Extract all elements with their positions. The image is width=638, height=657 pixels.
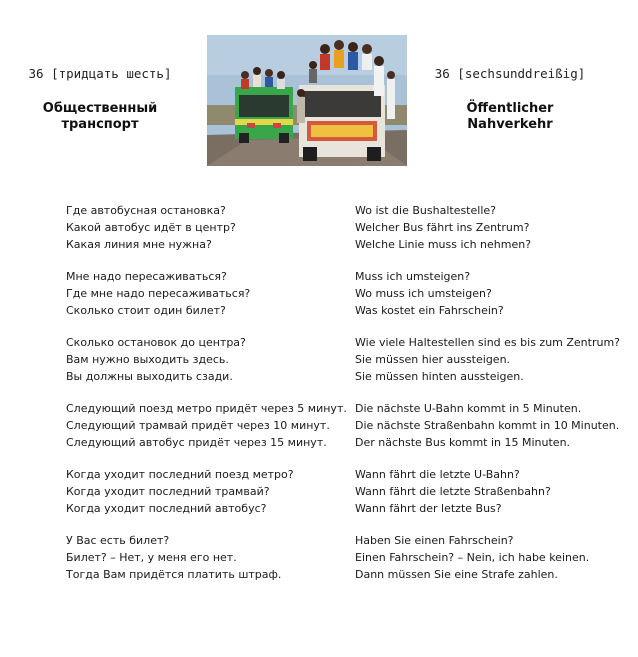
phrase-line: Какой автобус идёт в центр? xyxy=(66,221,236,234)
phrase-line: Wo ist die Bushaltestelle? xyxy=(355,204,496,217)
phrase-group xyxy=(66,334,346,385)
phrase-group xyxy=(66,202,346,253)
phrase-line: Билет? – Нет, у меня его нет. xyxy=(66,551,237,564)
phrase-group xyxy=(355,268,630,319)
phrase-group xyxy=(355,202,630,253)
phrase-line: Wann fährt der letzte Bus? xyxy=(355,502,502,515)
lesson-title-german-line2: Nahverkehr xyxy=(467,117,553,132)
lesson-title-russian xyxy=(10,101,190,133)
phrase-line: Вы должны выходить сзади. xyxy=(66,370,233,383)
phrase-line: Когда уходит последний автобус? xyxy=(66,502,267,515)
phrase-line: Тогда Вам придётся платить штраф. xyxy=(66,568,282,581)
phrase-line: Einen Fahrschein? – Nein, ich habe keinen. xyxy=(355,551,590,564)
phrase-line: Die nächste Straßenbahn kommt in 10 Minuten. xyxy=(355,419,620,432)
phrases-german-column xyxy=(355,202,630,598)
phrase-line: Когда уходит последний трамвай? xyxy=(66,485,270,498)
phrase-group xyxy=(66,268,346,319)
header-german xyxy=(420,64,600,133)
lesson-title-russian-line1: Общественный xyxy=(42,101,158,116)
phrase-line: Der nächste Bus kommt in 15 Minuten. xyxy=(355,436,571,449)
phrase-line: Где мне надо пересаживаться? xyxy=(66,287,251,300)
phrase-group xyxy=(66,400,346,451)
phrase-line: У Вас есть билет? xyxy=(66,534,170,547)
phrase-group xyxy=(355,466,630,517)
lesson-number-german: 36 [sechsunddreißig] xyxy=(434,66,586,81)
phrase-line: Когда уходит последний поезд метро? xyxy=(66,468,294,481)
phrase-line: Мне надо пересаживаться? xyxy=(66,270,227,283)
phrase-line: Wann fährt die letzte U-Bahn? xyxy=(355,468,520,481)
phrase-line: Sie müssen hier aussteigen. xyxy=(355,353,511,366)
phrase-group xyxy=(66,466,346,517)
lesson-title-russian-line2: транспорт xyxy=(61,117,139,132)
phrase-line: Какая линия мне нужна? xyxy=(66,238,212,251)
phrase-line: Следующий поезд метро придёт через 5 минут. xyxy=(66,402,347,415)
phrase-line: Сколько стоит один билет? xyxy=(66,304,226,317)
lesson-title-german-line1: Öffentlicher xyxy=(466,101,554,116)
crowded-bus-photo xyxy=(207,35,407,166)
phrase-line: Вам нужно выходить здесь. xyxy=(66,353,229,366)
phrase-line: Сколько остановок до центра? xyxy=(66,336,246,349)
phrase-group xyxy=(355,400,630,451)
lesson-number-russian: 36 [тридцать шесть] xyxy=(28,66,172,81)
phrase-line: Dann müssen Sie eine Strafe zahlen. xyxy=(355,568,558,581)
phrase-line: Wie viele Haltestellen sind es bis zum Zentrum? xyxy=(355,336,621,349)
header-russian xyxy=(10,64,190,133)
phrase-line: Was kostet ein Fahrschein? xyxy=(355,304,504,317)
phrase-line: Wann fährt die letzte Straßenbahn? xyxy=(355,485,551,498)
phrase-line: Следующий автобус придёт через 15 минут. xyxy=(66,436,327,449)
lesson-title-german xyxy=(420,101,600,133)
phrase-line: Welche Linie muss ich nehmen? xyxy=(355,238,532,251)
phrase-group xyxy=(355,334,630,385)
phrase-group xyxy=(355,532,630,583)
phrase-line: Sie müssen hinten aussteigen. xyxy=(355,370,524,383)
phrase-line: Wo muss ich umsteigen? xyxy=(355,287,492,300)
phrase-line: Welcher Bus fährt ins Zentrum? xyxy=(355,221,530,234)
phrase-line: Die nächste U-Bahn kommt in 5 Minuten. xyxy=(355,402,582,415)
phrases-russian-column xyxy=(66,202,346,598)
phrase-line: Haben Sie einen Fahrschein? xyxy=(355,534,514,547)
phrase-line: Где автобусная остановка? xyxy=(66,204,226,217)
phrase-group xyxy=(66,532,346,583)
phrase-line: Следующий трамвай придёт через 10 минут. xyxy=(66,419,330,432)
phrase-line: Muss ich umsteigen? xyxy=(355,270,471,283)
